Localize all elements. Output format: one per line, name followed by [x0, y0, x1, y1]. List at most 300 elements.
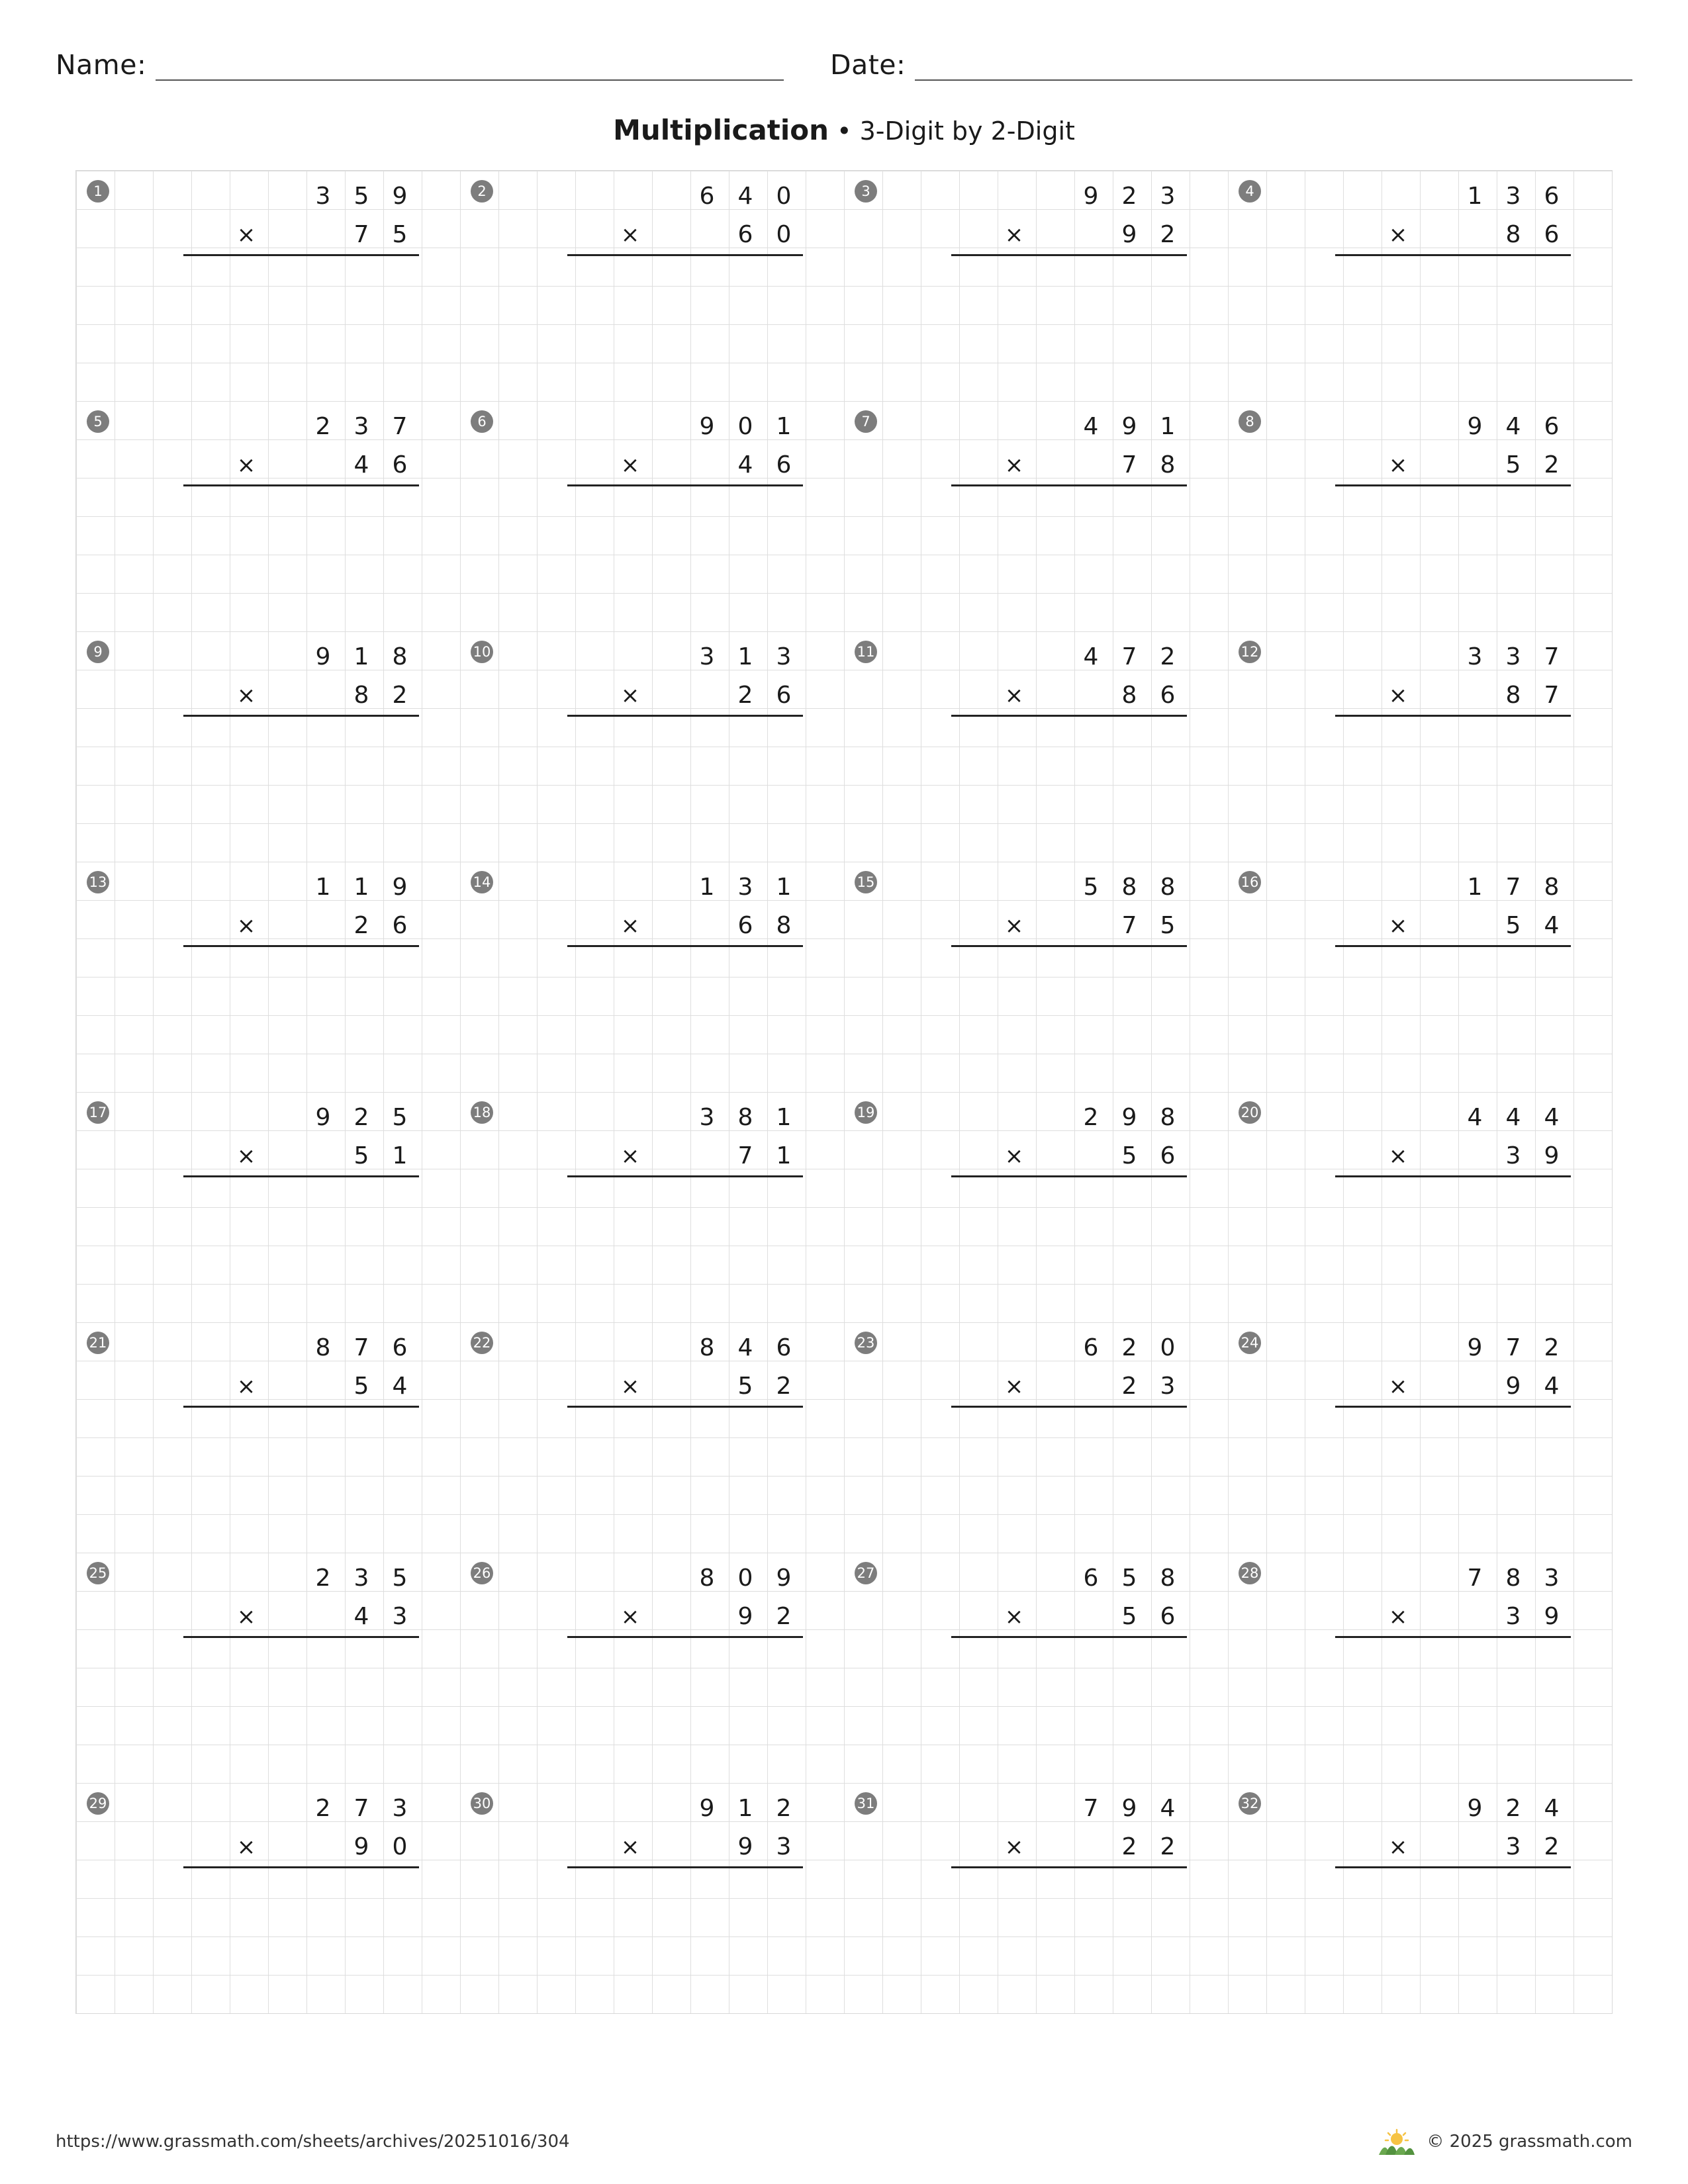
name-input[interactable]	[156, 52, 784, 81]
digit-blank	[1417, 676, 1456, 715]
multiplicand-digit: 4	[1544, 1104, 1560, 1131]
multiplication-operator-icon: ×	[236, 682, 256, 709]
multiplier-digit: 6	[1160, 682, 1176, 709]
answer-work-area[interactable]	[567, 1638, 803, 1764]
digit-blank	[1072, 676, 1110, 715]
answer-work-area[interactable]	[1335, 1638, 1571, 1764]
answer-work-area[interactable]	[1335, 1177, 1571, 1303]
problem-expression	[951, 1790, 1187, 1994]
multiplicand-digit: 1	[315, 874, 331, 901]
multiplicand-digit: 3	[1505, 643, 1521, 670]
multiplier-row	[183, 676, 419, 715]
problem-expression	[951, 638, 1187, 842]
digit-blank	[688, 446, 726, 484]
multiplier-digit: 5	[1121, 1603, 1137, 1630]
multiplicand-digit: 0	[1160, 1334, 1176, 1361]
digit-blank	[1417, 638, 1456, 676]
answer-work-area[interactable]	[951, 1408, 1187, 1533]
answer-work-area[interactable]	[951, 1177, 1187, 1303]
problem-cell[interactable]	[76, 1553, 460, 1783]
answer-work-area[interactable]	[183, 947, 419, 1073]
problem-expression	[1335, 1099, 1571, 1303]
problem-cell[interactable]	[844, 862, 1228, 1092]
multiplier-digit: 1	[776, 1142, 792, 1169]
multiplier-digit: 2	[392, 682, 408, 709]
digit-blank	[611, 1559, 649, 1598]
multiplier-row	[183, 907, 419, 945]
problem-expression	[183, 1329, 419, 1533]
multiplicand-digit: 9	[1121, 1795, 1137, 1822]
digit-blank	[265, 638, 304, 676]
answer-work-area[interactable]	[567, 256, 803, 382]
multiplicand-digit: 4	[1505, 1104, 1521, 1131]
problem-cell[interactable]	[1228, 1322, 1612, 1553]
multiplicand-digit: 3	[353, 1565, 369, 1592]
answer-work-area[interactable]	[951, 947, 1187, 1073]
problem-cell[interactable]	[844, 1092, 1228, 1322]
answer-work-area[interactable]	[1335, 1868, 1571, 1994]
multiplication-operator-icon: ×	[1004, 682, 1024, 709]
problem-expression	[183, 177, 419, 382]
digit-blank	[611, 408, 649, 446]
answer-work-area[interactable]	[1335, 717, 1571, 842]
multiplicand-digit: 6	[1083, 1334, 1099, 1361]
digit-blank	[1417, 1367, 1456, 1406]
answer-work-area[interactable]	[951, 256, 1187, 382]
multiplication-operator-icon: ×	[1388, 1143, 1408, 1169]
answer-work-area[interactable]	[567, 486, 803, 612]
digit-blank	[1072, 216, 1110, 254]
answer-work-area[interactable]	[183, 717, 419, 842]
multiplicand-digit: 8	[699, 1334, 715, 1361]
multiplicand-digit: 9	[1083, 183, 1099, 210]
answer-work-area[interactable]	[183, 256, 419, 382]
multiplicand-digit: 8	[315, 1334, 331, 1361]
sun-over-grass-logo-icon	[1378, 2128, 1416, 2155]
digit-blank	[227, 177, 265, 216]
multiplier-digit: 1	[392, 1142, 408, 1169]
problem-cell[interactable]	[1228, 631, 1612, 862]
problem-expression	[951, 1329, 1187, 1533]
digit-blank	[265, 868, 304, 907]
problem-cell[interactable]	[460, 631, 844, 862]
problem-expression	[183, 1559, 419, 1764]
problem-number-badge: 18	[471, 1101, 493, 1124]
multiplicand-digit: 7	[1505, 874, 1521, 901]
multiplier-digit: 2	[737, 682, 753, 709]
multiplier-row	[567, 907, 803, 945]
multiplier-digit: 3	[1505, 1603, 1521, 1630]
multiplicand-digit: 4	[1083, 413, 1099, 440]
problem-cell[interactable]	[844, 1783, 1228, 2013]
problem-number-badge: 8	[1239, 410, 1261, 433]
digit-blank	[995, 868, 1033, 907]
multiplicand-row	[1335, 1559, 1571, 1598]
digit-blank	[265, 1559, 304, 1598]
multiplicand-row	[951, 177, 1187, 216]
multiplier-digit: 2	[776, 1373, 792, 1400]
problem-cell[interactable]	[844, 401, 1228, 631]
multiplier-digit: 6	[776, 682, 792, 709]
digit-blank	[995, 1329, 1033, 1367]
multiplier-digit: 6	[776, 451, 792, 478]
multiplicand-digit: 6	[776, 1334, 792, 1361]
problem-number-badge: 14	[471, 871, 493, 893]
digit-blank	[1072, 1598, 1110, 1636]
date-input[interactable]	[915, 52, 1632, 81]
multiplier-digit: 6	[392, 912, 408, 939]
multiplicand-row	[567, 868, 803, 907]
multiplicand-row	[1335, 408, 1571, 446]
multiplicand-digit: 2	[1160, 643, 1176, 670]
multiplication-operator-icon: ×	[1388, 682, 1408, 709]
footer-brand	[1378, 2128, 1632, 2155]
date-label: Date:	[830, 49, 906, 81]
problem-number-badge: 22	[471, 1332, 493, 1354]
multiplicand-digit: 8	[1160, 874, 1176, 901]
answer-work-area[interactable]	[567, 1177, 803, 1303]
problem-row	[76, 631, 1612, 862]
problem-expression	[567, 868, 803, 1073]
digit-blank	[304, 676, 342, 715]
answer-work-area[interactable]	[183, 1868, 419, 1994]
multiplicand-digit: 1	[353, 874, 369, 901]
digit-blank	[1379, 1099, 1417, 1137]
digit-blank	[304, 1828, 342, 1866]
answer-work-area[interactable]	[951, 717, 1187, 842]
multiplicand-digit: 9	[1121, 413, 1137, 440]
problem-number-badge: 2	[471, 180, 493, 203]
multiplicand-digit: 9	[315, 643, 331, 670]
digit-blank	[265, 177, 304, 216]
problem-expression	[183, 638, 419, 842]
multiplicand-digit: 6	[1544, 413, 1560, 440]
multiplicand-digit: 4	[1544, 1795, 1560, 1822]
digit-blank	[1033, 868, 1072, 907]
problem-number-badge: 20	[1239, 1101, 1261, 1124]
multiplicand-row	[183, 1099, 419, 1137]
digit-blank	[995, 408, 1033, 446]
multiplier-digit: 9	[737, 1833, 753, 1860]
multiplicand-digit: 7	[353, 1795, 369, 1822]
digit-blank	[304, 1137, 342, 1175]
digit-blank	[1456, 676, 1494, 715]
answer-work-area[interactable]	[183, 1638, 419, 1764]
digit-blank	[1417, 907, 1456, 945]
problem-expression	[567, 408, 803, 612]
multiplicand-row	[951, 1329, 1187, 1367]
multiplier-digit: 9	[737, 1603, 753, 1630]
problem-cell[interactable]	[460, 171, 844, 401]
digit-blank	[649, 1099, 688, 1137]
multiplicand-digit: 9	[1467, 1795, 1483, 1822]
answer-work-area[interactable]	[567, 717, 803, 842]
problem-number-badge: 21	[87, 1332, 109, 1354]
answer-work-area[interactable]	[951, 1868, 1187, 1994]
multiplicand-row	[1335, 1790, 1571, 1828]
problem-cell[interactable]	[76, 401, 460, 631]
multiplier-digit: 5	[1505, 451, 1521, 478]
multiplicand-digit: 2	[1544, 1334, 1560, 1361]
digit-blank	[1033, 446, 1072, 484]
problem-number-badge: 23	[855, 1332, 877, 1354]
problem-cell[interactable]	[460, 1553, 844, 1783]
problem-cell[interactable]	[76, 631, 460, 862]
multiplier-digit: 8	[1505, 221, 1521, 248]
multiplier-row	[1335, 676, 1571, 715]
problem-cell[interactable]	[1228, 401, 1612, 631]
title-subtitle: 3-Digit by 2-Digit	[859, 116, 1075, 146]
multiplier-row	[567, 676, 803, 715]
answer-work-area[interactable]	[183, 486, 419, 612]
problem-cell[interactable]	[460, 1092, 844, 1322]
problem-expression	[951, 1559, 1187, 1764]
multiplicand-digit: 6	[1544, 183, 1560, 210]
digit-blank	[265, 1099, 304, 1137]
name-label: Name:	[56, 49, 147, 81]
digit-blank	[649, 638, 688, 676]
multiplicand-digit: 7	[1467, 1565, 1483, 1592]
problem-row	[76, 862, 1612, 1092]
multiplicand-digit: 2	[315, 1565, 331, 1592]
problem-cell[interactable]	[76, 862, 460, 1092]
multiplier-row	[951, 1137, 1187, 1175]
multiplicand-digit: 4	[1160, 1795, 1176, 1822]
digit-blank	[1033, 907, 1072, 945]
problem-expression	[1335, 408, 1571, 612]
digit-blank	[1456, 907, 1494, 945]
digit-blank	[649, 216, 688, 254]
multiplier-digit: 2	[1121, 1833, 1137, 1860]
answer-work-area[interactable]	[183, 1408, 419, 1533]
problem-number-badge: 10	[471, 641, 493, 663]
multiplication-operator-icon: ×	[620, 1834, 640, 1860]
multiplicand-digit: 9	[392, 874, 408, 901]
multiplier-digit: 3	[1505, 1833, 1521, 1860]
multiplier-digit: 5	[353, 1373, 369, 1400]
multiplication-operator-icon: ×	[236, 1143, 256, 1169]
multiplicand-digit: 0	[737, 413, 753, 440]
multiplicand-digit: 3	[737, 874, 753, 901]
problem-cell[interactable]	[76, 1322, 460, 1553]
digit-blank	[1033, 638, 1072, 676]
problem-cell[interactable]	[844, 1322, 1228, 1553]
multiplication-operator-icon: ×	[1004, 1143, 1024, 1169]
problem-expression	[951, 1099, 1187, 1303]
problem-cell[interactable]	[76, 171, 460, 401]
digit-blank	[1072, 446, 1110, 484]
problem-expression	[183, 1099, 419, 1303]
answer-work-area[interactable]	[1335, 1408, 1571, 1533]
answer-work-area[interactable]	[567, 947, 803, 1073]
multiplicand-row	[183, 408, 419, 446]
multiplicand-row	[951, 868, 1187, 907]
problem-cell[interactable]	[1228, 1783, 1612, 2013]
source-url[interactable]: https://www.grassmath.com/sheets/archives/20251016/304	[56, 2132, 570, 2152]
problem-cell[interactable]	[460, 1322, 844, 1553]
digit-blank	[1379, 177, 1417, 216]
multiplicand-digit: 3	[776, 643, 792, 670]
problem-number-badge: 15	[855, 871, 877, 893]
answer-work-area[interactable]	[1335, 486, 1571, 612]
multiplier-digit: 6	[1544, 221, 1560, 248]
multiplicand-digit: 7	[1083, 1795, 1099, 1822]
digit-blank	[265, 1598, 304, 1636]
multiplier-digit: 7	[737, 1142, 753, 1169]
multiplier-row	[951, 1598, 1187, 1636]
problem-cell[interactable]	[1228, 1553, 1612, 1783]
digit-blank	[649, 1828, 688, 1866]
digit-blank	[649, 1329, 688, 1367]
problem-cell[interactable]	[1228, 1092, 1612, 1322]
digit-blank	[649, 1137, 688, 1175]
digit-blank	[1456, 1367, 1494, 1406]
multiplication-operator-icon: ×	[1388, 452, 1408, 478]
problem-expression	[951, 408, 1187, 612]
multiplicand-digit: 8	[737, 1104, 753, 1131]
digit-blank	[649, 446, 688, 484]
multiplication-operator-icon: ×	[1004, 1604, 1024, 1630]
multiplier-digit: 7	[1121, 451, 1137, 478]
multiplier-digit: 4	[353, 451, 369, 478]
worksheet-header	[56, 34, 1632, 81]
multiplicand-digit: 1	[776, 413, 792, 440]
digit-blank	[1456, 1137, 1494, 1175]
digit-blank	[1072, 907, 1110, 945]
multiplicand-digit: 9	[699, 413, 715, 440]
problem-number-badge: 29	[87, 1792, 109, 1815]
multiplication-operator-icon: ×	[1388, 913, 1408, 939]
multiplier-digit: 6	[737, 221, 753, 248]
digit-blank	[1417, 1790, 1456, 1828]
multiplication-operator-icon: ×	[236, 452, 256, 478]
multiplier-row	[1335, 907, 1571, 945]
multiplier-digit: 4	[737, 451, 753, 478]
problem-cell[interactable]	[844, 631, 1228, 862]
digit-blank	[649, 676, 688, 715]
digit-blank	[1456, 216, 1494, 254]
multiplicand-digit: 8	[1160, 1565, 1176, 1592]
multiplicand-digit: 9	[392, 183, 408, 210]
problem-expression	[567, 1790, 803, 1994]
multiplication-operator-icon: ×	[620, 1143, 640, 1169]
multiplication-operator-icon: ×	[620, 913, 640, 939]
problem-number-badge: 28	[1239, 1562, 1261, 1584]
problem-number-badge: 27	[855, 1562, 877, 1584]
multiplicand-digit: 5	[392, 1104, 408, 1131]
problem-cell[interactable]	[460, 1783, 844, 2013]
multiplication-operator-icon: ×	[620, 1373, 640, 1400]
problem-cell[interactable]	[844, 171, 1228, 401]
answer-work-area[interactable]	[567, 1868, 803, 1994]
multiplier-row	[567, 1828, 803, 1866]
multiplier-row	[951, 676, 1187, 715]
multiplicand-row	[951, 1099, 1187, 1137]
digit-blank	[1379, 408, 1417, 446]
digit-blank	[1417, 1329, 1456, 1367]
multiplication-operator-icon: ×	[1004, 1834, 1024, 1860]
multiplier-row	[183, 1137, 419, 1175]
multiplicand-row	[567, 1099, 803, 1137]
multiplier-digit: 3	[1505, 1142, 1521, 1169]
multiplier-digit: 2	[1160, 1833, 1176, 1860]
problem-cell[interactable]	[1228, 862, 1612, 1092]
problem-cell[interactable]	[76, 1783, 460, 2013]
multiplicand-digit: 8	[1160, 1104, 1176, 1131]
digit-blank	[649, 1790, 688, 1828]
multiplicand-digit: 2	[1121, 183, 1137, 210]
answer-work-area[interactable]	[183, 1177, 419, 1303]
problem-number-badge: 13	[87, 871, 109, 893]
multiplier-digit: 0	[392, 1833, 408, 1860]
multiplicand-row	[183, 868, 419, 907]
multiplicand-digit: 4	[1083, 643, 1099, 670]
multiplicand-digit: 9	[1467, 413, 1483, 440]
multiplier-digit: 8	[1505, 682, 1521, 709]
answer-work-area[interactable]	[1335, 947, 1571, 1073]
multiplicand-digit: 2	[353, 1104, 369, 1131]
multiplicand-digit: 3	[1544, 1565, 1560, 1592]
answer-work-area[interactable]	[951, 1638, 1187, 1764]
multiplier-digit: 9	[1505, 1373, 1521, 1400]
problem-expression	[567, 1329, 803, 1533]
digit-blank	[1379, 638, 1417, 676]
digit-blank	[265, 446, 304, 484]
multiplicand-digit: 2	[776, 1795, 792, 1822]
problem-cell[interactable]	[460, 862, 844, 1092]
multiplier-row	[951, 446, 1187, 484]
multiplier-digit: 8	[353, 682, 369, 709]
digit-blank	[688, 676, 726, 715]
problem-cell[interactable]	[76, 1092, 460, 1322]
digit-blank	[1033, 408, 1072, 446]
digit-blank	[1456, 446, 1494, 484]
digit-blank	[995, 638, 1033, 676]
problem-cell[interactable]	[460, 401, 844, 631]
problem-number-badge: 24	[1239, 1332, 1261, 1354]
answer-work-area[interactable]	[1335, 256, 1571, 382]
problem-row	[76, 1092, 1612, 1322]
problem-cell[interactable]	[1228, 171, 1612, 401]
multiplier-row	[567, 216, 803, 254]
problem-cell[interactable]	[844, 1553, 1228, 1783]
answer-work-area[interactable]	[951, 486, 1187, 612]
multiplication-operator-icon: ×	[620, 682, 640, 709]
answer-work-area[interactable]	[567, 1408, 803, 1533]
multiplicand-row	[183, 177, 419, 216]
multiplicand-row	[183, 1329, 419, 1367]
digit-blank	[649, 1598, 688, 1636]
multiplication-operator-icon: ×	[1004, 913, 1024, 939]
multiplier-row	[1335, 1598, 1571, 1636]
digit-blank	[611, 638, 649, 676]
digit-blank	[649, 868, 688, 907]
digit-blank	[688, 907, 726, 945]
multiplicand-digit: 8	[1544, 874, 1560, 901]
multiplicand-row	[183, 638, 419, 676]
multiplication-operator-icon: ×	[620, 452, 640, 478]
multiplicand-digit: 3	[392, 1795, 408, 1822]
multiplicand-digit: 4	[737, 1334, 753, 1361]
multiplicand-row	[951, 408, 1187, 446]
digit-blank	[304, 907, 342, 945]
multiplicand-digit: 1	[699, 874, 715, 901]
problem-expression	[183, 868, 419, 1073]
digit-blank	[1417, 1559, 1456, 1598]
multiplicand-digit: 9	[699, 1795, 715, 1822]
digit-blank	[304, 216, 342, 254]
multiplier-digit: 5	[353, 1142, 369, 1169]
